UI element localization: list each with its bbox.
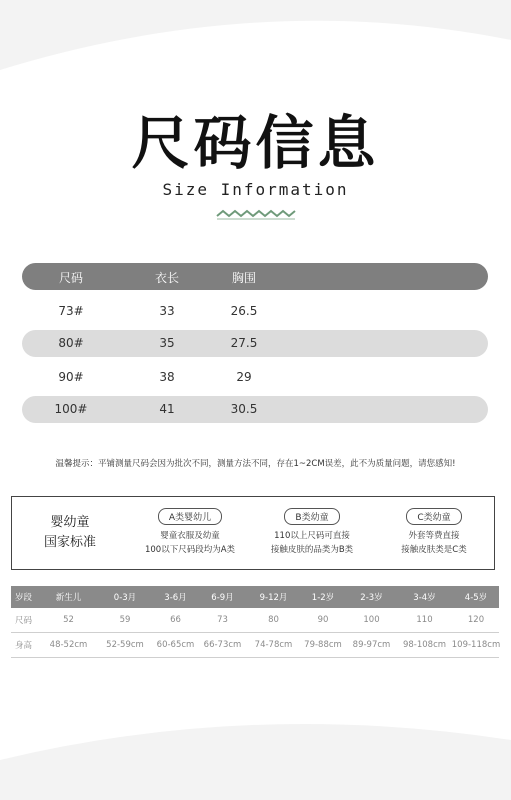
- standard-line: 100以下尺码段均为A类: [144, 545, 236, 555]
- cell-size: 100#: [54, 402, 88, 416]
- size-table-header: [22, 263, 488, 290]
- standard-line: 婴童衣服及幼童: [160, 531, 220, 541]
- size-header-chest: 胸围: [231, 271, 256, 285]
- age-size-cell: 52: [63, 615, 74, 625]
- standard-line: 接触皮肤类是C类: [401, 545, 467, 555]
- cell-size: 73#: [58, 304, 84, 318]
- table-row: [22, 396, 488, 423]
- cell-chest: 29: [236, 370, 252, 384]
- cell-size: 80#: [58, 336, 84, 350]
- standard-line: 外套等费直接: [408, 531, 460, 541]
- standard-box: [11, 496, 495, 570]
- standard-title: [30, 513, 110, 553]
- age-header-cell: 9-12月: [259, 593, 288, 603]
- age-height-label: 身高: [15, 641, 33, 651]
- age-header-cell: 1-2岁: [311, 593, 335, 603]
- cell-length: 38: [159, 370, 175, 384]
- age-size-cell: 73: [217, 615, 228, 625]
- age-size-cell: 80: [268, 615, 279, 625]
- notice-text: 温馨提示：平铺测量尺码会因为批次不同，测量方法不同，存在1~2CM误差，此不为质量问题，请您感知!: [55, 459, 456, 469]
- cell-length: 33: [159, 304, 175, 318]
- cell-chest: 27.5: [230, 336, 258, 350]
- age-height-cell: 74-78cm: [254, 640, 293, 650]
- age-header-cell: 新生儿: [55, 593, 82, 603]
- age-table-header: [11, 586, 499, 608]
- age-height-cell: 60-65cm: [156, 640, 195, 650]
- standard-label-a: A类婴幼儿: [158, 508, 222, 525]
- age-header-cell: 6-9月: [211, 593, 234, 603]
- cell-chest: 30.5: [230, 402, 258, 416]
- cell-chest: 26.5: [230, 304, 258, 318]
- table-row: [11, 608, 499, 633]
- wave-divider-icon: [215, 208, 297, 220]
- age-header-cell: 3-6月: [164, 593, 187, 603]
- age-height-cell: 109-118cm: [451, 640, 501, 650]
- age-height-cell: 98-108cm: [402, 640, 447, 650]
- age-header-cell: 3-4岁: [413, 593, 436, 603]
- cell-length: 41: [159, 402, 175, 416]
- age-height-cell: 89-97cm: [352, 640, 391, 650]
- age-header-cell: 4-5岁: [464, 593, 488, 603]
- page-subtitle: Size Information: [162, 180, 349, 199]
- size-header-length: 衣长: [154, 271, 179, 285]
- age-header-label: 岁段: [15, 593, 33, 603]
- table-row: [22, 364, 488, 391]
- size-header-size: 尺码: [58, 271, 83, 285]
- standard-label-b: B类幼童: [284, 508, 339, 525]
- table-row: [11, 633, 499, 658]
- table-row: [22, 330, 488, 357]
- standard-line: 接触皮肤的品类为B类: [270, 545, 354, 555]
- standard-col-b: [252, 505, 372, 557]
- age-size-label: 尺码: [15, 616, 33, 626]
- age-size-cell: 120: [467, 615, 485, 625]
- age-header-cell: 2-3岁: [360, 593, 383, 603]
- age-height-cell: 52-59cm: [106, 640, 144, 650]
- age-height-cell: 66-73cm: [203, 640, 242, 650]
- age-size-cell: 90: [317, 615, 329, 625]
- standard-title-line1: 婴幼童: [50, 515, 90, 530]
- standard-col-c: [374, 505, 494, 557]
- cell-size: 90#: [58, 370, 84, 384]
- age-height-cell: 48-52cm: [49, 640, 88, 650]
- age-height-cell: 79-88cm: [304, 640, 342, 650]
- age-table: [11, 586, 499, 658]
- age-header-cell: 0-3月: [113, 593, 137, 603]
- page-title: 尺码信息: [131, 109, 380, 177]
- age-size-cell: 110: [416, 615, 433, 625]
- standard-col-a: [130, 505, 250, 557]
- standard-line: 110以上尺码可直接: [274, 531, 350, 541]
- age-size-cell: 66: [170, 615, 181, 625]
- age-size-cell: 100: [363, 615, 380, 625]
- table-row: [22, 298, 488, 325]
- cell-length: 35: [159, 336, 175, 350]
- standard-label-c: C类幼童: [406, 508, 461, 525]
- standard-title-line2: 国家标准: [43, 535, 96, 550]
- age-size-cell: 59: [119, 615, 131, 625]
